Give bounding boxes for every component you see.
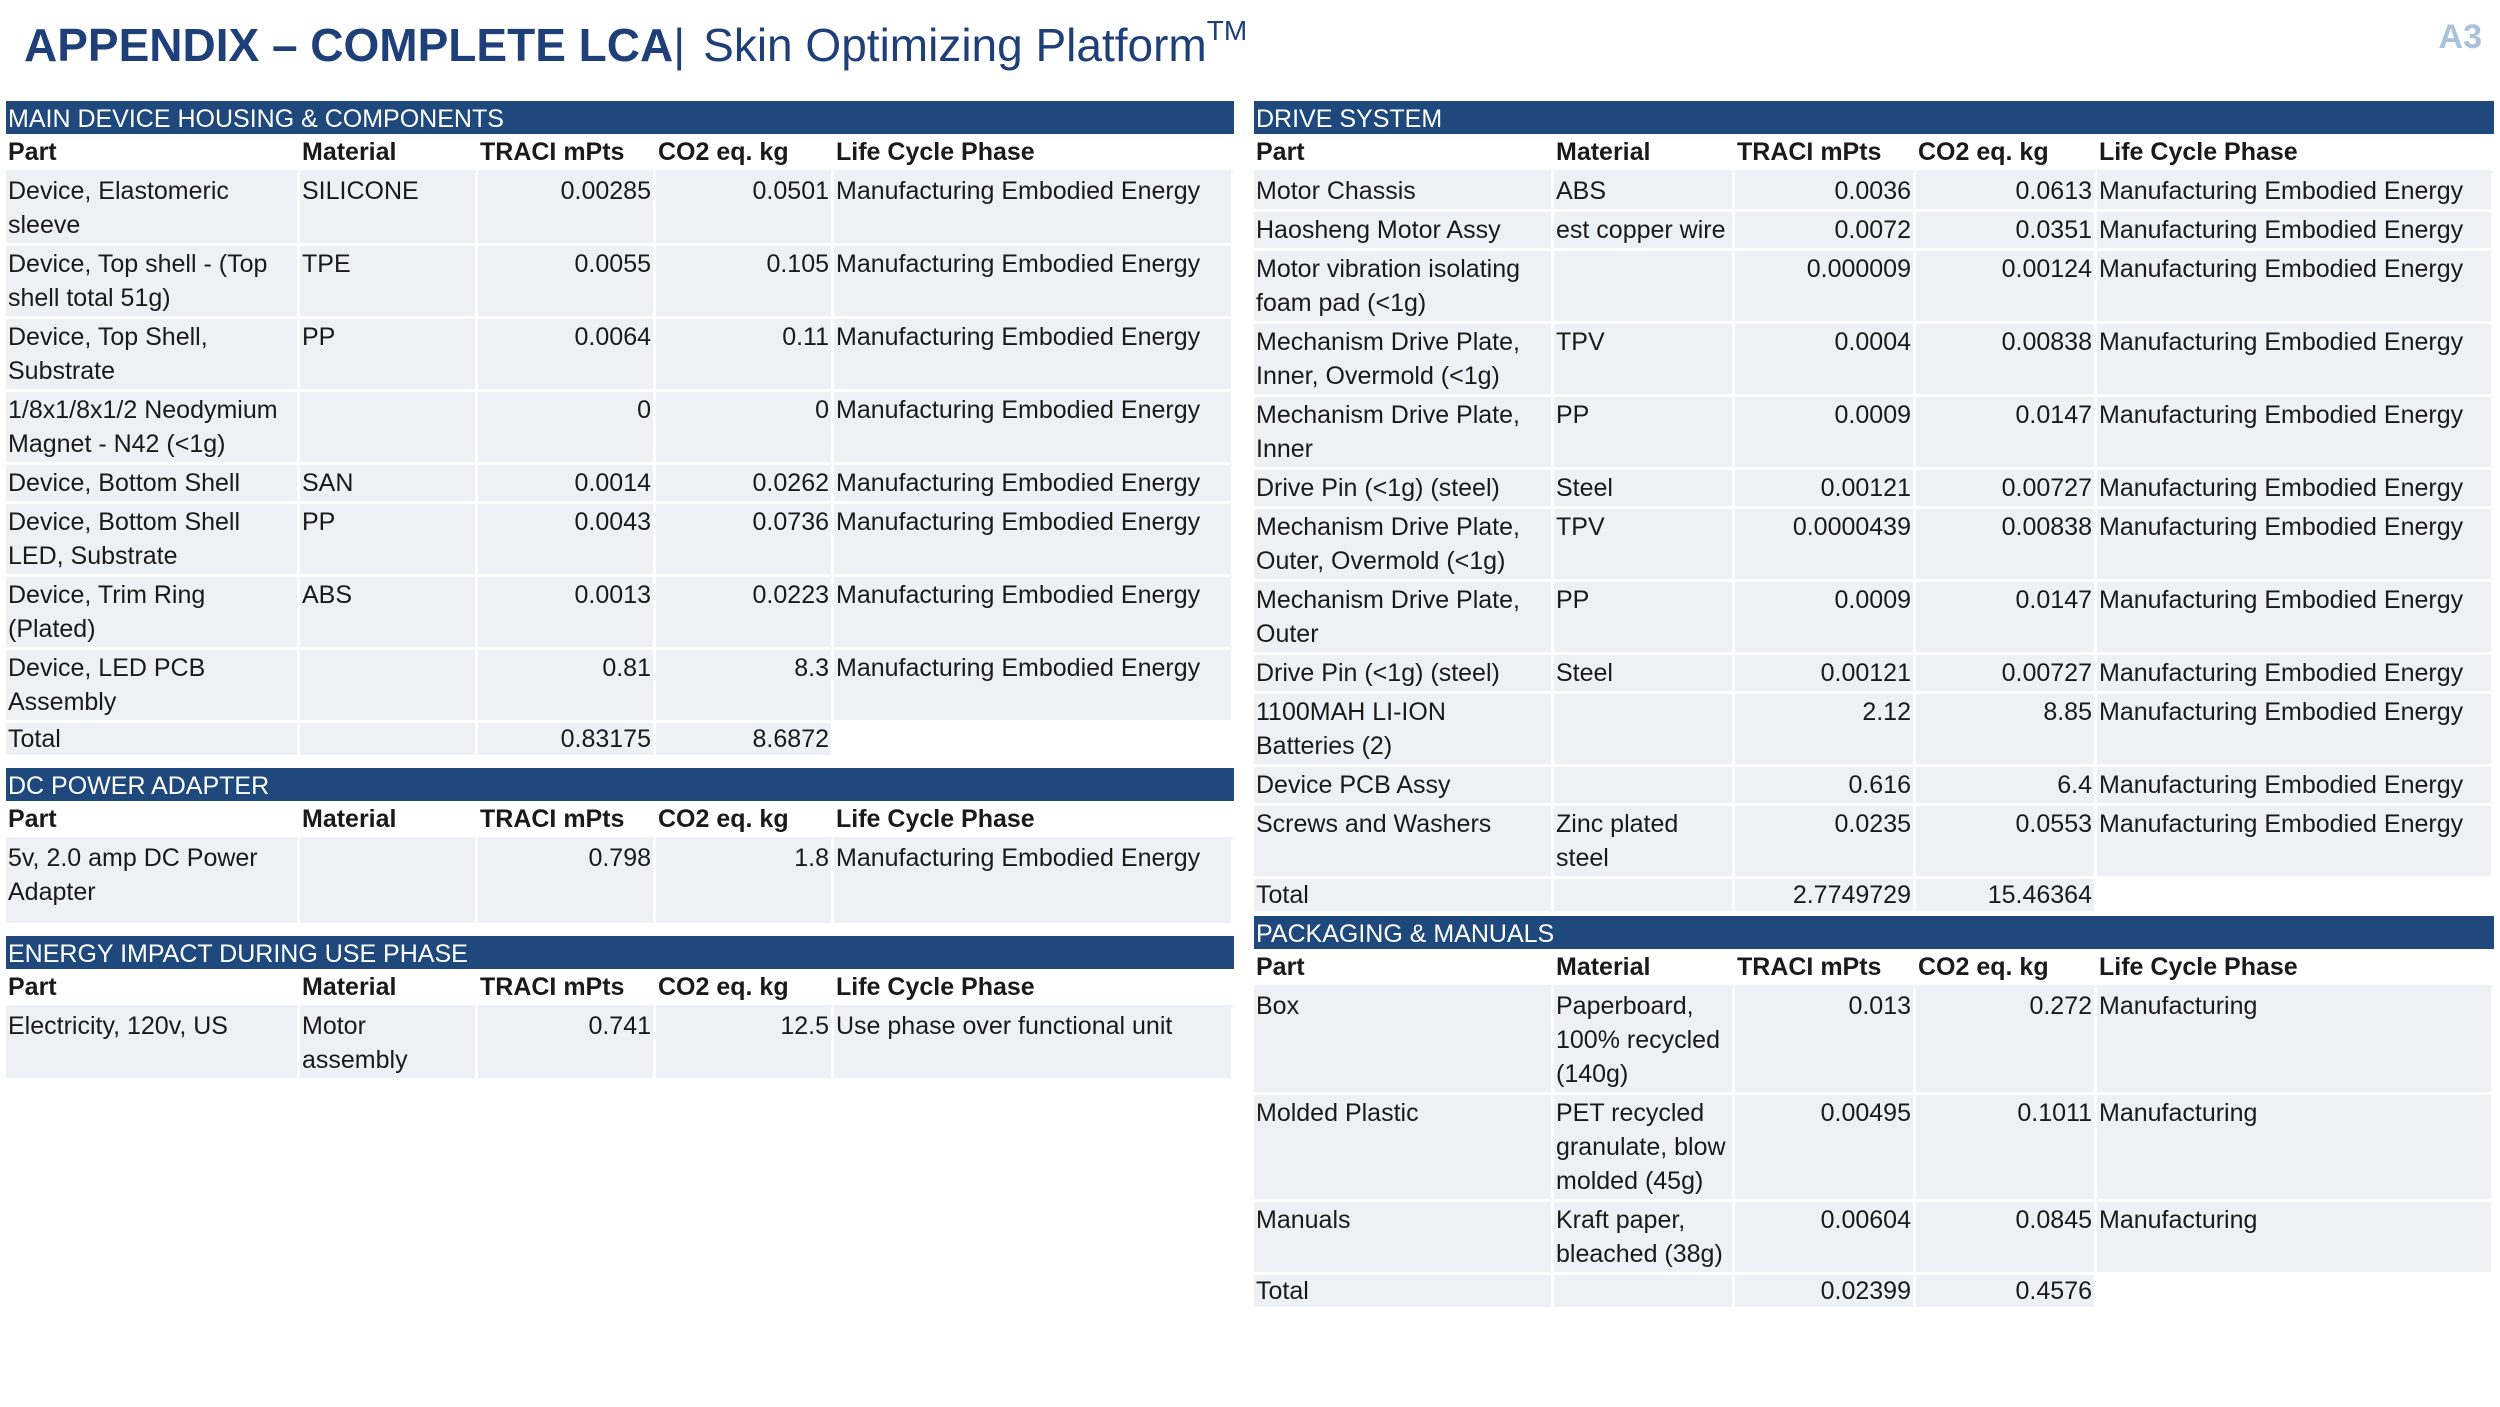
cell-material	[1554, 767, 1735, 806]
cell-material: PET recycled granulate, blow molded (45g)	[1554, 1095, 1735, 1202]
cell-co2: 0.0736	[656, 504, 834, 577]
cell-co2: 0.0501	[656, 173, 834, 246]
page-title	[24, 14, 1247, 76]
main-housing-table	[6, 134, 1234, 758]
table-row	[6, 840, 1234, 926]
cell-part: Haosheng Motor Assy	[1254, 212, 1554, 251]
total-traci: 2.7749729	[1735, 879, 1916, 914]
cell-traci: 0	[478, 392, 656, 465]
energy-use-table	[6, 969, 1234, 1081]
cell-co2: 0.0147	[1916, 582, 2097, 655]
total-label: Total	[6, 723, 300, 758]
cell-phase: Manufacturing Embodied Energy	[2097, 655, 2494, 694]
cell-co2: 0.105	[656, 246, 834, 319]
page-number: A3	[2438, 18, 2482, 56]
table-row	[1254, 582, 2494, 655]
cell-traci: 0.0036	[1735, 173, 1916, 212]
table-header-row	[6, 134, 1234, 173]
drive-system-table	[1254, 134, 2494, 914]
total-row	[1254, 1275, 2494, 1310]
cell-phase: Manufacturing Embodied Energy	[2097, 397, 2494, 470]
section-main-housing	[6, 101, 1234, 758]
cell-traci: 0.00604	[1735, 1202, 1916, 1275]
cell-material: Zinc plated steel	[1554, 806, 1735, 879]
cell-material	[1554, 251, 1735, 324]
table-row	[1254, 324, 2494, 397]
cell-part: 1/8x1/8x1/2 Neodymium Magnet - N42 (<1g)	[6, 392, 300, 465]
cell-part: Drive Pin (<1g) (steel)	[1254, 655, 1554, 694]
cell-co2: 0.0262	[656, 465, 834, 504]
cell-part: Mechanism Drive Plate, Inner, Overmold (<1g)	[1254, 324, 1554, 397]
col-header-phase: Life Cycle Phase	[834, 134, 1234, 173]
total-label: Total	[1254, 879, 1554, 914]
cell-part: Mechanism Drive Plate, Outer	[1254, 582, 1554, 655]
cell-co2: 0.00727	[1916, 655, 2097, 694]
cell-material: Motor assembly	[300, 1008, 478, 1081]
cell-co2: 1.8	[656, 840, 834, 926]
col-header-traci: TRACI mPts	[1735, 134, 1916, 173]
cell-material: TPE	[300, 246, 478, 319]
cell-material: Steel	[1554, 655, 1735, 694]
total-row	[6, 723, 1234, 758]
cell-phase: Manufacturing	[2097, 1095, 2494, 1202]
cell-traci: 0.0064	[478, 319, 656, 392]
cell-part: Manuals	[1254, 1202, 1554, 1275]
table-header-row	[6, 801, 1234, 840]
cell-traci: 0.00285	[478, 173, 656, 246]
cell-traci: 0.616	[1735, 767, 1916, 806]
title-separator: |	[673, 19, 686, 71]
cell-traci: 0.0013	[478, 577, 656, 650]
cell-traci: 0.0072	[1735, 212, 1916, 251]
cell-traci: 0.00495	[1735, 1095, 1916, 1202]
cell-co2: 8.3	[656, 650, 834, 723]
cell-traci: 0.0009	[1735, 582, 1916, 655]
cell-co2: 0.0223	[656, 577, 834, 650]
total-row	[1254, 879, 2494, 914]
col-header-phase: Life Cycle Phase	[2097, 134, 2494, 173]
cell-phase: Manufacturing Embodied Energy	[2097, 173, 2494, 212]
total-material	[1554, 879, 1735, 914]
col-header-part: Part	[1254, 134, 1554, 173]
cell-traci: 0.00121	[1735, 655, 1916, 694]
table-row	[6, 319, 1234, 392]
cell-co2: 0.0553	[1916, 806, 2097, 879]
cell-part: Motor vibration isolating foam pad (<1g)	[1254, 251, 1554, 324]
section-title: PACKAGING & MANUALS	[1254, 916, 2494, 949]
cell-phase: Manufacturing Embodied Energy	[2097, 582, 2494, 655]
table-row	[1254, 1095, 2494, 1202]
total-traci: 0.83175	[478, 723, 656, 758]
cell-part: Device, Top shell - (Top shell total 51g)	[6, 246, 300, 319]
total-material	[300, 723, 478, 758]
trademark-mark: TM	[1206, 15, 1248, 46]
cell-part: Device PCB Assy	[1254, 767, 1554, 806]
cell-part: Device, LED PCB Assembly	[6, 650, 300, 723]
cell-phase: Manufacturing Embodied Energy	[2097, 470, 2494, 509]
cell-material	[300, 840, 478, 926]
total-phase	[2097, 1275, 2494, 1310]
table-row	[1254, 767, 2494, 806]
cell-phase: Manufacturing Embodied Energy	[2097, 694, 2494, 767]
table-row	[6, 392, 1234, 465]
total-phase	[2097, 879, 2494, 914]
cell-part: Device, Bottom Shell LED, Substrate	[6, 504, 300, 577]
cell-co2: 8.85	[1916, 694, 2097, 767]
cell-traci: 0.0004	[1735, 324, 1916, 397]
table-row	[1254, 212, 2494, 251]
col-header-co2: CO2 eq. kg	[656, 801, 834, 840]
table-row	[1254, 655, 2494, 694]
cell-material: PP	[300, 319, 478, 392]
table-body	[6, 173, 1234, 723]
cell-material	[300, 650, 478, 723]
col-header-part: Part	[6, 969, 300, 1008]
right-column	[1254, 101, 2494, 1320]
left-column	[6, 101, 1234, 1091]
section-title: MAIN DEVICE HOUSING & COMPONENTS	[6, 101, 1234, 134]
col-header-part: Part	[1254, 949, 1554, 988]
col-header-traci: TRACI mPts	[1735, 949, 1916, 988]
cell-material: PP	[300, 504, 478, 577]
cell-material: PP	[1554, 397, 1735, 470]
cell-traci: 0.000009	[1735, 251, 1916, 324]
cell-co2: 0.1011	[1916, 1095, 2097, 1202]
cell-material: TPV	[1554, 509, 1735, 582]
cell-co2: 0.0351	[1916, 212, 2097, 251]
cell-part: Device, Bottom Shell	[6, 465, 300, 504]
section-title: DC POWER ADAPTER	[6, 768, 1234, 801]
cell-co2: 0.0845	[1916, 1202, 2097, 1275]
title-subtitle	[703, 15, 1248, 71]
table-body	[1254, 988, 2494, 1275]
table-header-row	[1254, 949, 2494, 988]
col-header-phase: Life Cycle Phase	[834, 801, 1234, 840]
col-header-phase: Life Cycle Phase	[834, 969, 1234, 1008]
table-row	[1254, 173, 2494, 212]
cell-traci: 0.81	[478, 650, 656, 723]
cell-phase: Manufacturing Embodied Energy	[834, 319, 1234, 392]
cell-traci: 0.0014	[478, 465, 656, 504]
col-header-co2: CO2 eq. kg	[656, 134, 834, 173]
cell-material: SAN	[300, 465, 478, 504]
col-header-part: Part	[6, 801, 300, 840]
cell-material: ABS	[300, 577, 478, 650]
cell-phase: Manufacturing Embodied Energy	[834, 840, 1234, 926]
col-header-material: Material	[1554, 134, 1735, 173]
table-total	[1254, 879, 2494, 914]
cell-traci: 2.12	[1735, 694, 1916, 767]
cell-material: ABS	[1554, 173, 1735, 212]
table-header-row	[1254, 134, 2494, 173]
section-title: ENERGY IMPACT DURING USE PHASE	[6, 936, 1234, 969]
cell-co2: 0.00124	[1916, 251, 2097, 324]
cell-phase: Manufacturing Embodied Energy	[2097, 767, 2494, 806]
col-header-phase: Life Cycle Phase	[2097, 949, 2494, 988]
table-row	[1254, 470, 2494, 509]
table-row	[6, 577, 1234, 650]
cell-co2: 0.11	[656, 319, 834, 392]
section-title: DRIVE SYSTEM	[1254, 101, 2494, 134]
col-header-co2: CO2 eq. kg	[1916, 949, 2097, 988]
cell-material: SILICONE	[300, 173, 478, 246]
table-row	[1254, 694, 2494, 767]
cell-phase: Manufacturing Embodied Energy	[2097, 806, 2494, 879]
total-material	[1554, 1275, 1735, 1310]
cell-traci: 0.741	[478, 1008, 656, 1081]
cell-traci: 0.0235	[1735, 806, 1916, 879]
col-header-traci: TRACI mPts	[478, 969, 656, 1008]
cell-phase: Manufacturing Embodied Energy	[834, 173, 1234, 246]
cell-part: 5v, 2.0 amp DC Power Adapter	[6, 840, 300, 926]
cell-co2: 12.5	[656, 1008, 834, 1081]
cell-traci: 0.0055	[478, 246, 656, 319]
total-label: Total	[1254, 1275, 1554, 1310]
packaging-table	[1254, 949, 2494, 1310]
table-body	[6, 1008, 1234, 1081]
total-co2: 0.4576	[1916, 1275, 2097, 1310]
cell-phase: Manufacturing Embodied Energy	[834, 246, 1234, 319]
cell-co2: 0.0613	[1916, 173, 2097, 212]
cell-part: 1100MAH LI-ION Batteries (2)	[1254, 694, 1554, 767]
cell-material: Paperboard, 100% recycled (140g)	[1554, 988, 1735, 1095]
cell-part: Screws and Washers	[1254, 806, 1554, 879]
col-header-material: Material	[300, 134, 478, 173]
total-co2: 8.6872	[656, 723, 834, 758]
table-total	[1254, 1275, 2494, 1310]
cell-co2: 0.0147	[1916, 397, 2097, 470]
cell-phase: Manufacturing Embodied Energy	[2097, 251, 2494, 324]
cell-material: Kraft paper, bleached (38g)	[1554, 1202, 1735, 1275]
cell-part: Molded Plastic	[1254, 1095, 1554, 1202]
cell-phase: Manufacturing Embodied Energy	[2097, 324, 2494, 397]
dc-adapter-table	[6, 801, 1234, 926]
col-header-co2: CO2 eq. kg	[1916, 134, 2097, 173]
cell-part: Electricity, 120v, US	[6, 1008, 300, 1081]
col-header-material: Material	[1554, 949, 1735, 988]
cell-traci: 0.0009	[1735, 397, 1916, 470]
cell-traci: 0.0043	[478, 504, 656, 577]
cell-co2: 0.272	[1916, 988, 2097, 1095]
cell-phase: Manufacturing Embodied Energy	[834, 465, 1234, 504]
total-co2: 15.46364	[1916, 879, 2097, 914]
cell-material: est copper wire	[1554, 212, 1735, 251]
cell-material: Steel	[1554, 470, 1735, 509]
col-header-material: Material	[300, 801, 478, 840]
cell-traci: 0.798	[478, 840, 656, 926]
col-header-traci: TRACI mPts	[478, 801, 656, 840]
cell-part: Box	[1254, 988, 1554, 1095]
table-row	[1254, 806, 2494, 879]
cell-part: Device, Trim Ring (Plated)	[6, 577, 300, 650]
table-row	[1254, 988, 2494, 1095]
col-header-material: Material	[300, 969, 478, 1008]
cell-material	[1554, 694, 1735, 767]
cell-traci: 0.0000439	[1735, 509, 1916, 582]
cell-co2: 0	[656, 392, 834, 465]
total-phase	[834, 723, 1234, 758]
cell-part: Device, Top Shell, Substrate	[6, 319, 300, 392]
cell-material	[300, 392, 478, 465]
cell-phase: Manufacturing Embodied Energy	[834, 392, 1234, 465]
cell-part: Drive Pin (<1g) (steel)	[1254, 470, 1554, 509]
cell-phase: Manufacturing	[2097, 988, 2494, 1095]
cell-part: Mechanism Drive Plate, Inner	[1254, 397, 1554, 470]
col-header-part: Part	[6, 134, 300, 173]
cell-co2: 0.00838	[1916, 324, 2097, 397]
cell-traci: 0.00121	[1735, 470, 1916, 509]
cell-phase: Manufacturing Embodied Energy	[834, 504, 1234, 577]
cell-part: Motor Chassis	[1254, 173, 1554, 212]
cell-phase: Manufacturing Embodied Energy	[834, 577, 1234, 650]
col-header-co2: CO2 eq. kg	[656, 969, 834, 1008]
section-packaging	[1254, 916, 2494, 1310]
cell-material: PP	[1554, 582, 1735, 655]
table-row	[6, 650, 1234, 723]
table-body	[1254, 173, 2494, 879]
table-row	[6, 1008, 1234, 1081]
cell-co2: 0.00838	[1916, 509, 2097, 582]
table-row	[1254, 1202, 2494, 1275]
cell-phase: Manufacturing Embodied Energy	[2097, 212, 2494, 251]
table-row	[1254, 509, 2494, 582]
cell-material: TPV	[1554, 324, 1735, 397]
table-row	[6, 504, 1234, 577]
table-total	[6, 723, 1234, 758]
cell-part: Mechanism Drive Plate, Outer, Overmold (<1g)	[1254, 509, 1554, 582]
table-row	[6, 465, 1234, 504]
table-header-row	[6, 969, 1234, 1008]
table-row	[6, 246, 1234, 319]
cell-co2: 6.4	[1916, 767, 2097, 806]
cell-co2: 0.00727	[1916, 470, 2097, 509]
cell-phase: Use phase over functional unit	[834, 1008, 1234, 1081]
cell-phase: Manufacturing Embodied Energy	[2097, 509, 2494, 582]
table-row	[1254, 397, 2494, 470]
section-drive-system	[1254, 101, 2494, 914]
subtitle-text: Skin Optimizing Platform	[703, 19, 1207, 71]
cell-phase: Manufacturing Embodied Energy	[834, 650, 1234, 723]
title-main: APPENDIX – COMPLETE LCA	[24, 19, 674, 71]
total-traci: 0.02399	[1735, 1275, 1916, 1310]
cell-traci: 0.013	[1735, 988, 1916, 1095]
section-energy-use	[6, 936, 1234, 1081]
table-row	[6, 173, 1234, 246]
col-header-traci: TRACI mPts	[478, 134, 656, 173]
cell-phase: Manufacturing	[2097, 1202, 2494, 1275]
section-dc-adapter	[6, 768, 1234, 926]
table-body	[6, 840, 1234, 926]
table-row	[1254, 251, 2494, 324]
cell-part: Device, Elastomeric sleeve	[6, 173, 300, 246]
